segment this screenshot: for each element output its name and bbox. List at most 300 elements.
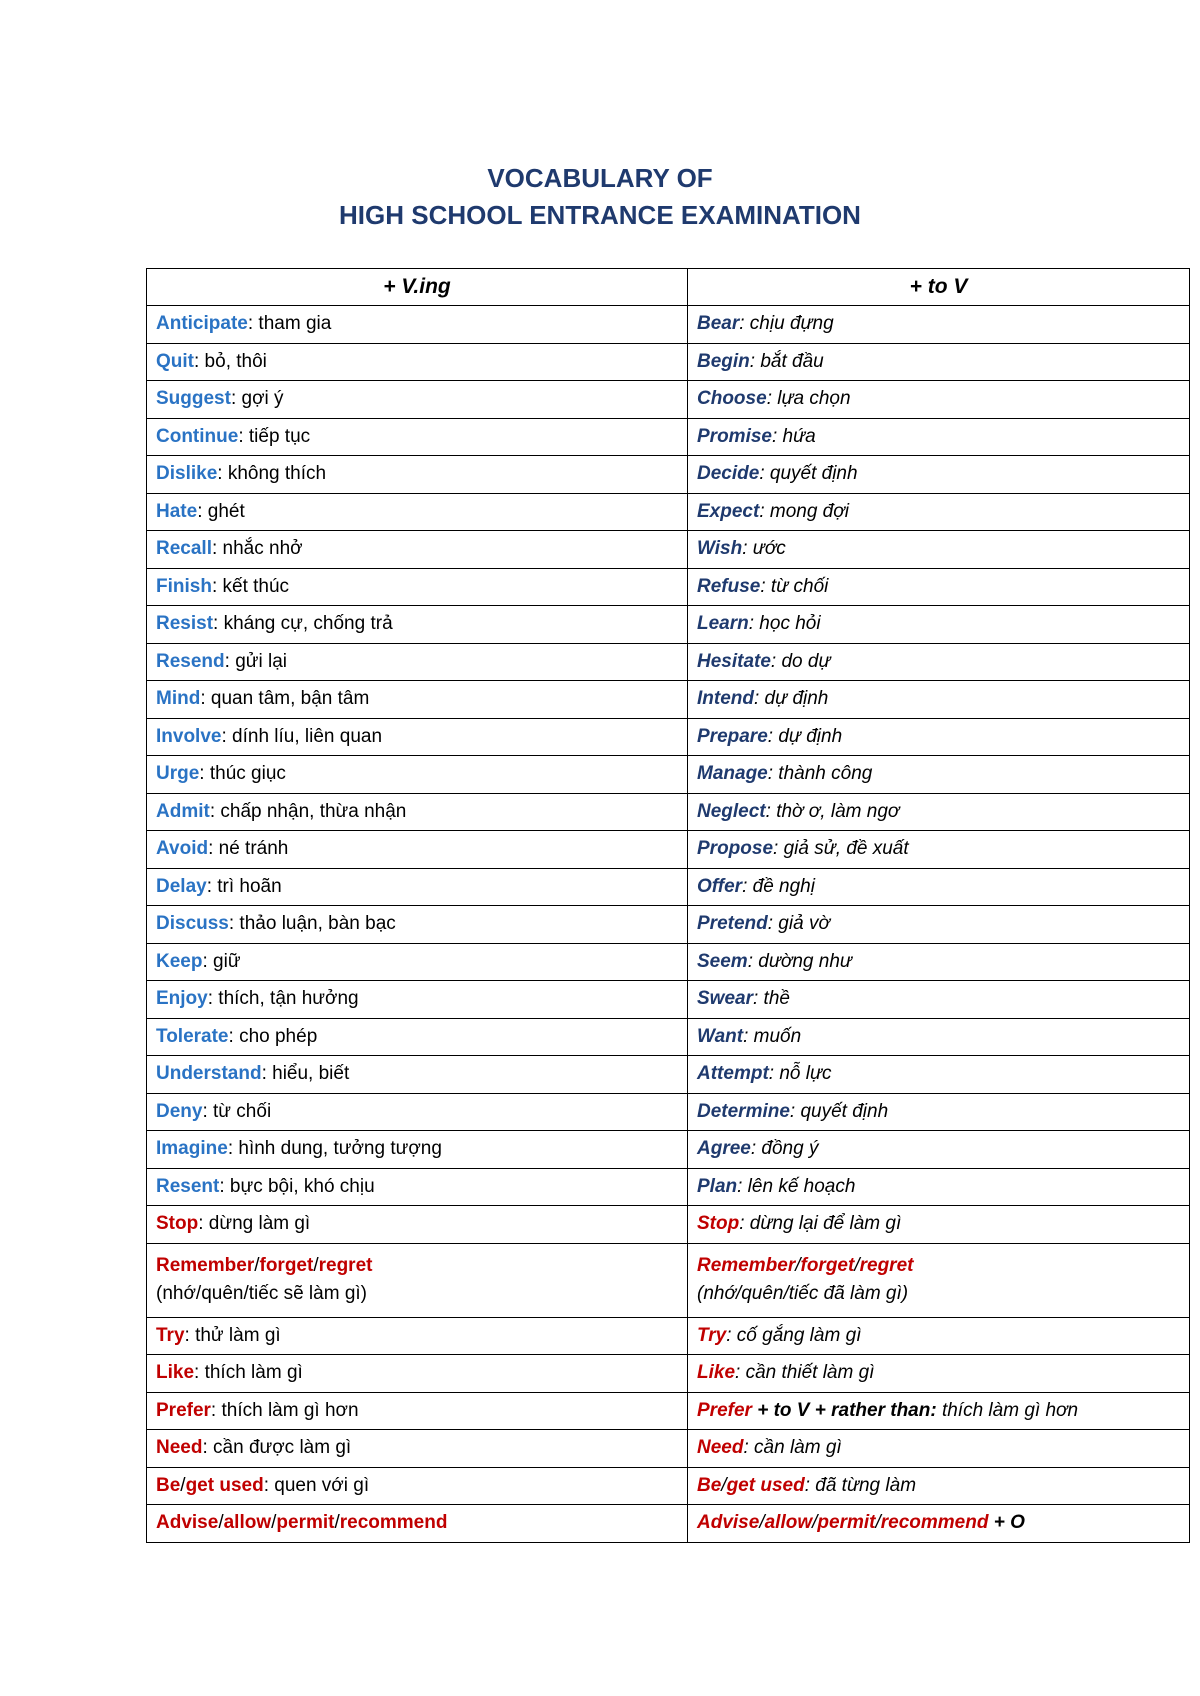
meaning: (nhớ/quên/tiếc sẽ làm gì) <box>156 1283 368 1304</box>
colon: : <box>750 1138 757 1160</box>
keyword: Dislike <box>156 463 218 485</box>
vocabulary-table <box>146 268 1190 1543</box>
left-cell <box>147 493 688 531</box>
keyword: Want <box>697 1025 744 1047</box>
separator: / <box>854 1255 860 1276</box>
right-cell <box>688 606 1190 644</box>
right-cell <box>688 306 1190 344</box>
keyword: Mind <box>156 688 201 710</box>
meaning: giữ <box>207 950 241 972</box>
meaning: gửi lại <box>229 650 287 672</box>
separator: / <box>721 1474 727 1496</box>
colon: : <box>742 875 748 897</box>
colon: : <box>202 1100 208 1122</box>
table-row <box>147 493 1190 531</box>
keyword: Remember <box>156 1255 255 1276</box>
header-ving: + V.ing <box>147 269 688 306</box>
meaning: thờ ơ, làm ngơ <box>770 800 900 822</box>
left-cell <box>147 681 688 719</box>
meaning: lựa chọn <box>771 388 851 410</box>
keyword: Pretend <box>697 913 768 935</box>
meaning: mong đợi <box>764 500 849 522</box>
right-cell <box>688 1243 1190 1317</box>
right-cell <box>688 1018 1190 1056</box>
keyword: allow <box>223 1512 272 1534</box>
meaning: thúc giục <box>204 763 286 785</box>
meaning: hiểu, biết <box>266 1063 350 1085</box>
keyword: Suggest <box>156 388 231 410</box>
header-tov: + to V <box>688 269 1190 306</box>
table-row <box>147 343 1190 381</box>
meaning: giả vờ <box>773 913 830 935</box>
colon: : <box>206 875 212 897</box>
keyword: Admit <box>156 800 210 822</box>
keyword: Propose <box>697 838 774 860</box>
keyword: Determine <box>697 1100 790 1122</box>
left-cell <box>147 381 688 419</box>
meaning: : thích làm gì hơn <box>210 1399 359 1421</box>
meaning: (nhớ/quên/tiếc đã làm gì) <box>697 1283 909 1304</box>
keyword: Wish <box>697 538 743 560</box>
meaning: dự định <box>759 688 829 710</box>
meaning: do dự <box>776 650 831 672</box>
meaning: quyết định <box>764 463 858 485</box>
keyword: Promise <box>697 425 772 447</box>
keyword: Hesitate <box>697 650 771 672</box>
keyword: Keep <box>156 950 203 972</box>
colon: : <box>771 425 778 447</box>
left-cell <box>147 418 688 456</box>
colon: : <box>228 913 235 935</box>
separator: / <box>254 1255 260 1276</box>
right-cell <box>688 906 1190 944</box>
meaning: : dừng làm gì <box>198 1213 311 1235</box>
colon: : <box>247 313 254 335</box>
colon: : <box>211 575 218 597</box>
left-cell <box>147 1131 688 1169</box>
keyword: forget <box>259 1255 314 1276</box>
meaning: thành công <box>773 763 873 785</box>
keyword: Remember <box>697 1255 796 1276</box>
colon: : <box>213 613 219 635</box>
keyword: Recall <box>156 538 212 560</box>
colon: : <box>211 538 218 560</box>
table-header-row <box>147 269 1190 306</box>
meaning: đồng ý <box>756 1138 819 1160</box>
keyword: Advise <box>156 1512 219 1534</box>
meaning: từ chối <box>207 1100 272 1122</box>
table-row <box>147 981 1190 1019</box>
right-cell <box>688 1467 1190 1505</box>
right-cell <box>688 1355 1190 1393</box>
keyword: forget <box>800 1255 855 1276</box>
colon: : <box>194 350 200 372</box>
meaning: trì hoãn <box>211 875 282 897</box>
keyword: Advise <box>697 1512 760 1534</box>
right-cell <box>688 343 1190 381</box>
keyword: Expect <box>697 500 760 522</box>
keyword: Try <box>156 1324 185 1346</box>
separator: / <box>875 1512 881 1534</box>
keyword: Stop <box>156 1213 199 1235</box>
keyword: Attempt <box>697 1063 769 1085</box>
structure: + to V + rather than: <box>751 1399 937 1421</box>
colon: : <box>749 350 756 372</box>
right-cell <box>688 1206 1190 1244</box>
keyword: Resist <box>156 613 214 635</box>
table-row <box>147 831 1190 869</box>
meaning: : cần được làm gì <box>202 1437 352 1459</box>
table-row <box>147 568 1190 606</box>
keyword: Agree <box>697 1138 751 1160</box>
colon: : <box>228 1025 234 1047</box>
table-row <box>147 381 1190 419</box>
keyword: Stop <box>697 1213 740 1235</box>
table-row <box>147 1392 1190 1430</box>
left-cell <box>147 1093 688 1131</box>
keyword: regret <box>318 1255 373 1276</box>
table-row <box>147 643 1190 681</box>
meaning: : dừng lại để làm gì <box>739 1213 902 1235</box>
meaning: dự định <box>773 725 843 747</box>
left-cell <box>147 981 688 1019</box>
colon: : <box>209 800 216 822</box>
colon: : <box>737 1175 743 1197</box>
keyword: Involve <box>156 725 222 747</box>
colon: : <box>754 688 760 710</box>
right-cell <box>688 1430 1190 1468</box>
right-cell <box>688 681 1190 719</box>
keyword: Decide <box>697 463 760 485</box>
colon: : <box>759 463 765 485</box>
colon: : <box>759 500 765 522</box>
left-cell <box>147 456 688 494</box>
colon: : <box>208 838 214 860</box>
colon: : <box>760 575 766 597</box>
left-cell <box>147 831 688 869</box>
meaning: thảo luận, bàn bạc <box>234 913 396 935</box>
right-cell <box>688 643 1190 681</box>
meaning: muốn <box>748 1025 802 1047</box>
keyword: Learn <box>697 613 749 635</box>
meaning: hứa <box>777 425 816 447</box>
meaning: ghét <box>202 500 245 522</box>
right-cell <box>688 1056 1190 1094</box>
colon: : <box>230 388 237 410</box>
right-cell <box>688 493 1190 531</box>
keyword: Prefer <box>156 1399 211 1421</box>
right-cell <box>688 943 1190 981</box>
left-cell <box>147 943 688 981</box>
keyword: Quit <box>156 350 194 372</box>
keyword: Try <box>697 1324 727 1346</box>
left-cell <box>147 1505 688 1543</box>
meaning: lên kế hoạch <box>742 1175 856 1197</box>
right-cell <box>688 418 1190 456</box>
colon: : <box>770 650 777 672</box>
object-suffix: + O <box>988 1512 1025 1534</box>
meaning: thích, tận hưởng <box>213 988 359 1010</box>
title-line-2: HIGH SCHOOL ENTRANCE EXAMINATION <box>339 200 861 230</box>
keyword: Continue <box>156 425 239 447</box>
keyword-group <box>697 1255 913 1276</box>
keyword: Enjoy <box>156 988 208 1010</box>
right-cell <box>688 381 1190 419</box>
right-cell <box>688 793 1190 831</box>
left-cell <box>147 1392 688 1430</box>
colon: : <box>748 613 755 635</box>
table-row <box>147 1206 1190 1244</box>
meaning: thích làm gì hơn <box>936 1399 1079 1421</box>
colon: : <box>202 950 208 972</box>
right-cell <box>688 568 1190 606</box>
keyword: Like <box>156 1362 195 1384</box>
meaning: dính líu, liên quan <box>226 725 383 747</box>
right-cell <box>688 1168 1190 1206</box>
table-row <box>147 681 1190 719</box>
colon: : <box>767 763 774 785</box>
right-cell <box>688 718 1190 756</box>
table-row <box>147 306 1190 344</box>
meaning: từ chối <box>765 575 829 597</box>
colon: : <box>224 650 230 672</box>
keyword: Seem <box>697 950 748 972</box>
colon: : <box>197 500 203 522</box>
keyword: allow <box>764 1512 813 1534</box>
table-row <box>147 1467 1190 1505</box>
keyword: Be <box>697 1474 722 1496</box>
colon: : <box>238 425 244 447</box>
keyword: Finish <box>156 575 212 597</box>
meaning: chịu đựng <box>744 313 834 335</box>
left-cell <box>147 1168 688 1206</box>
separator: / <box>313 1255 319 1276</box>
table-row <box>147 943 1190 981</box>
right-cell <box>688 1392 1190 1430</box>
left-cell <box>147 1430 688 1468</box>
keyword: Imagine <box>156 1138 228 1160</box>
keyword: permit <box>276 1512 335 1534</box>
colon: : <box>742 538 748 560</box>
keyword: regret <box>859 1255 914 1276</box>
meaning: chấp nhận, thừa nhận <box>215 800 407 822</box>
keyword: Prefer <box>697 1399 752 1421</box>
right-cell <box>688 531 1190 569</box>
meaning: học hỏi <box>754 613 821 635</box>
table-row <box>147 1093 1190 1131</box>
colon: : <box>739 313 745 335</box>
meaning: gợi ý <box>236 388 284 410</box>
right-cell <box>688 868 1190 906</box>
title-line-1: VOCABULARY OF <box>487 163 713 193</box>
table-row <box>147 1243 1190 1317</box>
colon: : <box>221 725 227 747</box>
left-cell <box>147 343 688 381</box>
colon: : <box>217 463 223 485</box>
colon: : <box>227 1138 234 1160</box>
keyword: Bear <box>697 313 740 335</box>
colon: : <box>747 950 753 972</box>
meaning: : cần làm gì <box>743 1437 842 1459</box>
keyword: Resent <box>156 1175 220 1197</box>
colon: : <box>773 838 779 860</box>
keyword: Hate <box>156 500 198 522</box>
meaning: không thích <box>222 463 327 485</box>
keyword: Need <box>697 1437 744 1459</box>
left-cell <box>147 1243 688 1317</box>
right-cell <box>688 1505 1190 1543</box>
keyword: Deny <box>156 1100 203 1122</box>
left-cell <box>147 718 688 756</box>
meaning: nỗ lực <box>774 1063 832 1085</box>
keyword: Intend <box>697 688 754 710</box>
keyword: Be <box>156 1474 181 1496</box>
keyword: Tolerate <box>156 1025 229 1047</box>
keyword: get used <box>726 1474 805 1496</box>
keyword: Need <box>156 1437 203 1459</box>
meaning: tham gia <box>253 313 332 335</box>
right-cell <box>688 1093 1190 1131</box>
table-row <box>147 1355 1190 1393</box>
colon: : <box>200 688 206 710</box>
table-row <box>147 1168 1190 1206</box>
meaning: đề nghị <box>747 875 815 897</box>
keyword: recommend <box>339 1512 448 1534</box>
keyword: Understand <box>156 1063 262 1085</box>
keyword: Anticipate <box>156 313 248 335</box>
keyword: Choose <box>697 388 767 410</box>
meaning: : thích làm gì <box>194 1362 303 1384</box>
meaning: bực bội, khó chịu <box>224 1175 375 1197</box>
left-cell <box>147 1355 688 1393</box>
left-cell <box>147 906 688 944</box>
left-cell <box>147 1056 688 1094</box>
keyword: Avoid <box>156 838 209 860</box>
right-cell <box>688 456 1190 494</box>
colon: : <box>767 913 774 935</box>
right-cell <box>688 1131 1190 1169</box>
right-cell <box>688 981 1190 1019</box>
keyword: Urge <box>156 763 200 785</box>
keyword: Swear <box>697 988 753 1010</box>
colon: : <box>261 1063 267 1085</box>
right-cell <box>688 1317 1190 1355</box>
left-cell <box>147 1467 688 1505</box>
colon: : <box>207 988 214 1010</box>
table-row <box>147 906 1190 944</box>
keyword: Prepare <box>697 725 768 747</box>
meaning: : đã từng làm <box>804 1474 917 1496</box>
left-cell <box>147 793 688 831</box>
left-cell <box>147 643 688 681</box>
meaning: bỏ, thôi <box>199 350 267 372</box>
keyword: Begin <box>697 350 750 372</box>
meaning: : thử làm gì <box>184 1324 281 1346</box>
meaning: tiếp tục <box>243 425 311 447</box>
meaning: nhắc nhở <box>217 538 303 560</box>
keyword: Neglect <box>697 800 766 822</box>
table-row <box>147 756 1190 794</box>
colon: : <box>752 988 759 1010</box>
keyword: recommend <box>880 1512 989 1534</box>
colon: : <box>789 1100 796 1122</box>
table-row <box>147 1018 1190 1056</box>
meaning: quyết định <box>795 1100 889 1122</box>
keyword: Resend <box>156 650 225 672</box>
table-row <box>147 868 1190 906</box>
keyword: Manage <box>697 763 768 785</box>
keyword-group <box>156 1255 372 1276</box>
keyword: get used <box>185 1474 264 1496</box>
keyword: Discuss <box>156 913 229 935</box>
left-cell <box>147 606 688 644</box>
meaning: bắt đầu <box>755 350 824 372</box>
meaning: : cần thiết làm gì <box>735 1362 875 1384</box>
separator: / <box>334 1512 340 1534</box>
table-row <box>147 793 1190 831</box>
table-row <box>147 1317 1190 1355</box>
meaning: giả sử, đề xuất <box>778 838 909 860</box>
colon: : <box>766 388 772 410</box>
right-cell <box>688 756 1190 794</box>
meaning: quan tâm, bận tâm <box>205 688 370 710</box>
colon: : <box>768 1063 775 1085</box>
keyword: permit <box>817 1512 876 1534</box>
meaning: hình dung, tưởng tượng <box>233 1138 442 1160</box>
table-row <box>147 1131 1190 1169</box>
table-row <box>147 718 1190 756</box>
colon: : <box>765 800 771 822</box>
colon: : <box>219 1175 225 1197</box>
separator: / <box>218 1512 224 1534</box>
keyword: Offer <box>697 875 743 897</box>
keyword: Refuse <box>697 575 761 597</box>
meaning: thề <box>758 988 790 1010</box>
left-cell <box>147 1206 688 1244</box>
meaning: : quen với gì <box>263 1474 370 1496</box>
separator: / <box>180 1474 186 1496</box>
left-cell <box>147 868 688 906</box>
right-cell <box>688 831 1190 869</box>
meaning: kháng cự, chống trả <box>218 613 393 635</box>
table-row <box>147 418 1190 456</box>
table-row <box>147 1056 1190 1094</box>
left-cell <box>147 531 688 569</box>
meaning: kết thúc <box>217 575 290 597</box>
colon: : <box>743 1025 749 1047</box>
table-row <box>147 1505 1190 1543</box>
separator: / <box>795 1255 801 1276</box>
keyword: Plan <box>697 1175 738 1197</box>
colon: : <box>199 763 205 785</box>
keyword: Like <box>697 1362 736 1384</box>
meaning: né tránh <box>213 838 289 860</box>
separator: / <box>271 1512 277 1534</box>
left-cell <box>147 756 688 794</box>
left-cell <box>147 568 688 606</box>
table-row <box>147 456 1190 494</box>
table-row <box>147 606 1190 644</box>
table-row <box>147 1430 1190 1468</box>
meaning: dường như <box>752 950 852 972</box>
separator: / <box>759 1512 765 1534</box>
table-row <box>147 531 1190 569</box>
document-title <box>0 160 1200 234</box>
meaning: : cố gắng làm gì <box>726 1324 862 1346</box>
keyword: Delay <box>156 875 207 897</box>
separator: / <box>812 1512 818 1534</box>
left-cell <box>147 306 688 344</box>
